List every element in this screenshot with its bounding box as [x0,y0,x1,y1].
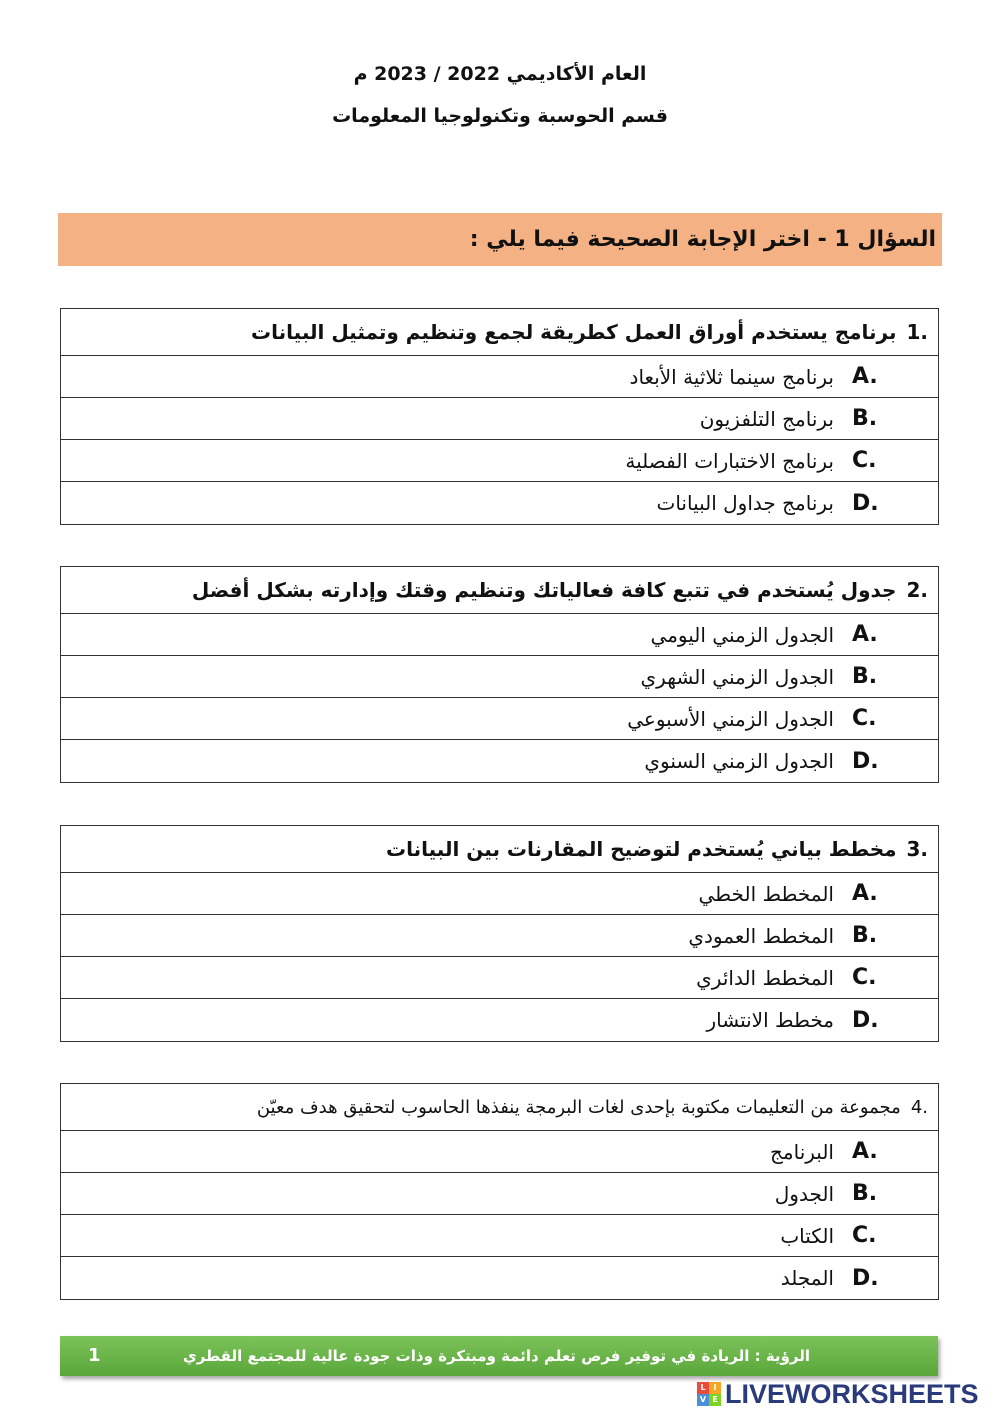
option-letter: C. [852,706,877,731]
option-letter: C. [852,965,877,990]
question-number: 1. [906,320,928,344]
option-row-c[interactable] [61,440,938,482]
option-letter: A. [852,1139,878,1164]
option-row-c[interactable] [61,1215,938,1257]
option-text: الجدول الزمني الشهري [640,664,834,689]
option-letter: B. [852,923,878,948]
option-text: مخطط الانتشار [706,1008,834,1032]
option-row-a[interactable] [61,873,938,915]
academic-year: العام الأكاديمي 2022 / 2023 م [353,63,647,85]
department-name: قسم الحوسبة وتكنولوجيا المعلومات [332,105,668,127]
option-row-b[interactable] [61,656,938,698]
liveworksheets-logo-icon [697,1382,721,1406]
question-3-row [61,826,938,873]
option-row-b[interactable] [61,915,938,957]
option-letter: C. [852,448,877,473]
option-text: البرنامج [769,1139,834,1164]
option-row-d[interactable] [61,999,938,1041]
option-row-d[interactable] [61,482,938,524]
option-row-c[interactable] [61,698,938,740]
option-row-a[interactable] [61,614,938,656]
option-text: برنامج سينما ثلاثية الأبعاد [629,364,834,389]
option-letter: C. [852,1223,877,1248]
question-1-row [61,309,938,356]
option-letter: A. [852,364,878,389]
question-4-box [60,1083,939,1300]
option-text: الجدول الزمني اليومي [650,622,834,647]
option-row-a[interactable] [61,1131,938,1173]
question-text: مخطط بياني يُستخدم لتوضيح المقارنات بين البيانات [386,837,897,861]
logo-cell: L [697,1382,709,1394]
page-number: 1 [88,1345,101,1366]
question-number: 4. [910,1096,928,1118]
option-letter: D. [852,1265,879,1291]
option-row-b[interactable] [61,398,938,440]
question-text: برنامج يستخدم أوراق العمل كطريقة لجمع وتنظيم وتمثيل البيانات [251,320,897,344]
option-text: المجلد [780,1266,834,1290]
option-text: الجدول [774,1181,834,1206]
option-letter: B. [852,664,878,689]
question-2-row [61,567,938,614]
option-letter: A. [852,622,878,647]
vision-statement: الرؤية : الريادة في توفير فرص تعلم دائمة ومبتكرة وذات جودة عالية للمجتمع القطري [182,1347,810,1365]
liveworksheets-wordmark: LIVEWORKSHEETS [725,1378,979,1409]
section-title-bar [58,213,942,266]
question-4-row [61,1084,938,1131]
option-row-d[interactable] [61,740,938,782]
option-text: برنامج الاختبارات الفصلية [625,448,834,473]
option-letter: D. [852,490,879,516]
logo-cell: I [709,1382,721,1394]
document-header [0,62,1000,146]
option-row-c[interactable] [61,957,938,999]
option-text: المخطط الدائري [696,965,834,990]
question-number: 2. [906,578,928,602]
vision-footer-bar [60,1336,938,1376]
liveworksheets-brand[interactable] [697,1378,979,1410]
question-number: 3. [906,837,928,861]
logo-cell: V [697,1394,709,1406]
option-letter: B. [852,1181,878,1206]
option-letter: D. [852,1007,879,1033]
option-text: برنامج جداول البيانات [656,491,834,515]
logo-cell: E [709,1394,721,1406]
question-text: مجموعة من التعليمات مكتوبة بإحدى لغات البرمجة ينفذها الحاسوب لتحقيق هدف معيّن [256,1096,901,1118]
section-title: السؤال 1 - اختر الإجابة الصحيحة فيما يلي : [469,227,936,252]
option-text: برنامج التلفزيون [699,406,834,431]
question-3-box [60,825,939,1042]
question-1-box [60,308,939,525]
option-text: الكتاب [780,1223,834,1248]
option-text: المخطط العمودي [688,923,834,948]
option-letter: B. [852,406,878,431]
option-row-a[interactable] [61,356,938,398]
question-2-box [60,566,939,783]
option-text: الجدول الزمني الأسبوعي [627,706,834,731]
option-row-b[interactable] [61,1173,938,1215]
option-letter: D. [852,748,879,774]
option-letter: A. [852,881,878,906]
option-text: الجدول الزمني السنوي [644,749,834,773]
option-text: المخطط الخطي [698,881,834,906]
option-row-d[interactable] [61,1257,938,1299]
question-text: جدول يُستخدم في تتبع كافة فعالياتك وتنظيم وقتك وإدارته بشكل أفضل [191,578,897,602]
